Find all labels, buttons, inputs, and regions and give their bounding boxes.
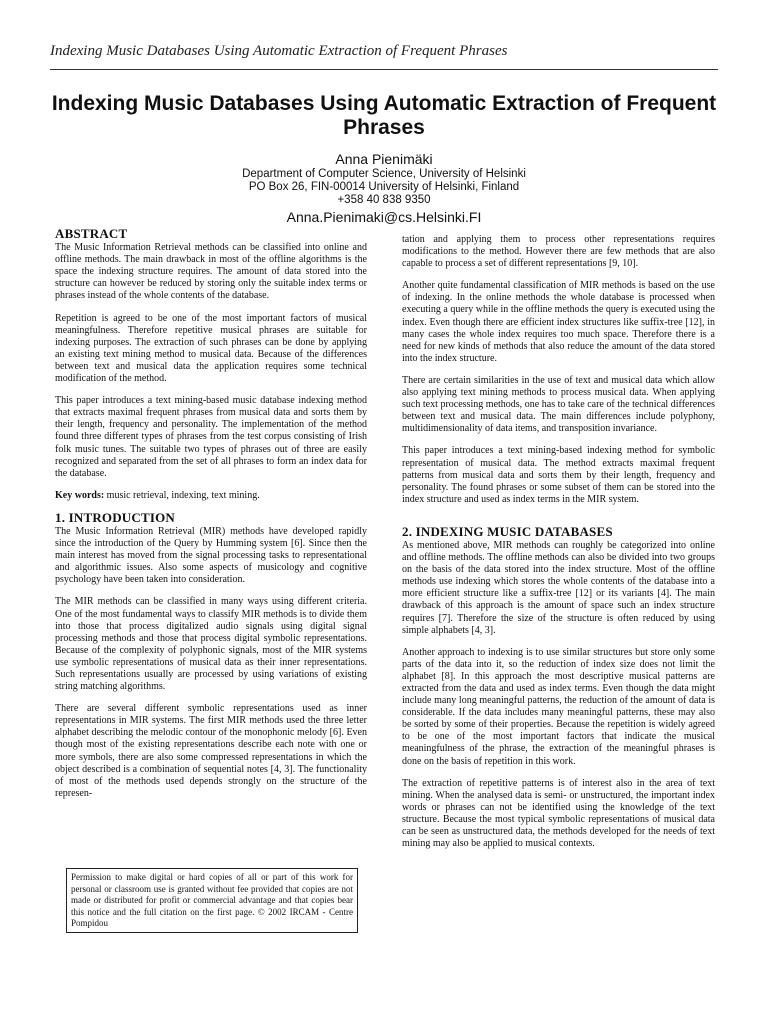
header-rule — [50, 69, 718, 70]
body-paragraph: Another quite fundamental classification of MIR methods is based on the use of indexing. In the online methods the whole database is processed when executing a query while in the offline methods the query is executed using the index. Even though there are efficient index structures like suffix-tree [12], in many cases the whole index requires too much space. Therefore there is a need for new kinds of methods that also reduce the amount of the data stored into the index structure. — [402, 280, 715, 364]
left-column — [55, 228, 367, 810]
section-heading-indexing: 2. INDEXING MUSIC DATABASES — [402, 523, 613, 539]
body-paragraph: tation and applying them to process other representations requires modifications to the method. However there are few methods that are also capable to process a set of different representations [9, 10]. — [402, 234, 715, 270]
right-column — [402, 234, 715, 860]
author-phone: +358 40 838 9350 — [337, 194, 431, 206]
body-paragraph: The Music Information Retrieval (MIR) methods have developed rapidly since the introduction of the Query by Humming system [6]. Since then the main interest has moved from the signal processing tasks to representational and algorithmic issues. Also some aspects of musicology and cognitive psychology have been taken into consideration. — [55, 525, 367, 586]
body-paragraph: The extraction of repetitive patterns is of interest also in the area of text mining. When the analysed data is semi- or unstructured, the important index words or phrases can not be identified using the knowledge of the text structure. Because the most typical symbolic representations of musical data can be seen as unstructured data, the methods developed for the needs of text mining may also be applied to musical contexts. — [402, 777, 715, 850]
body-paragraph: There are certain similarities in the use of text and musical data which allow also applying text mining methods to process musical data. When applying such text processing methods, one has to take care of the technical differences between text and musical data. The main differences include polyphony, multidimensionality of data items, and transposition invariance. — [402, 374, 715, 435]
running-head: Indexing Music Databases Using Automatic Extraction of Frequent Phrases — [50, 43, 508, 59]
paper-title: Indexing Music Databases Using Automatic Extraction of Frequent Phrases — [51, 92, 717, 139]
author-email[interactable]: Anna.Pienimaki@cs.Helsinki.FI — [286, 209, 482, 225]
permission-notice: Permission to make digital or hard copies of all or part of this work for personal or classroom use is granted without fee provided that copies are not made or distributed for profit or commercial advantage and that copies bear this notice and the full citation on the first page. © 2002 IRCAM - Centre Pompidou — [66, 868, 358, 933]
abstract-paragraph: Repetition is agreed to be one of the most important factors of musical meaningfulness. Therefore repetitive musical phrases are suitable for indexing purposes. The extraction of such phrases can be done by applying an existing text mining method to musical data. Because of the differences between text and musical data the application requires some technical modification of the method. — [55, 312, 367, 385]
body-paragraph: There are several different symbolic representations used as inner representations in MIR systems. The first MIR methods used the three letter alphabet describing the melodic contour of the monophonic melody [6]. Even though most of the existing representations describe each note with one or more symbols, there are also some compressed representations in which the object described is a combination of sequential notes [4, 3]. The functionality of most of the methods used depends strongly on the structure of the represen- — [55, 703, 367, 799]
abstract-paragraph: The Music Information Retrieval methods can be classified into online and offline methods. The main drawback in most of the offline algorithms is the space the indexing structure requires. The amount of data stored into the structure can however be reduced by storing only the suitable index terms or phrases instead of the whole contents of the database. — [55, 242, 367, 302]
affiliation-address: PO Box 26, FIN-00014 University of Helsinki, Finland — [248, 181, 520, 193]
author-name: Anna Pienimäki — [335, 151, 433, 167]
section-heading-introduction: 1. INTRODUCTION — [55, 509, 176, 525]
body-paragraph: The MIR methods can be classified in many ways using different criteria. One of the most fundamental ways to classify MIR methods is to divide them into those that process digitalized audio signals using digital signal processing methods and those that process digital symbolic representations. Because of the complexity of polyphonic signals, most of the MIR systems use symbolic representations of musical data as their inner representations. Such representations usually are processed by using variations of existing string matching algorithms. — [55, 596, 367, 693]
author-block — [60, 151, 708, 226]
body-paragraph: This paper introduces a text mining-based indexing method for symbolic representation of musical data. The method extracts maximal frequent patterns from musical data and sorts them by their length, frequency and personality. The found phrases or some subset of them can be stored into the index structure and used as index terms in the MIR system. — [402, 445, 715, 505]
keywords-label: Key words: — [55, 489, 105, 501]
keywords — [55, 490, 367, 502]
body-paragraph: Another approach to indexing is to use similar structures but store only some parts of the data into it, so the reduction of index size does not limit the alphabet [8]. In this approach the most descriptive musical patterns are extracted from the data and used as index terms. Even though the data might include many long meaningful patterns, the reduction of the amount of data is considerable. If the data includes many meaningful patterns, these may also be sorted by some of their properties. Because the repetition is widely agreed to be one of the most important factors that indicate the musical meaningfulness of the phrase, the extraction of the meaningful phrases is done on the basis of repetition in this work. — [402, 646, 715, 767]
abstract-paragraph: This paper introduces a text mining-based music database indexing method that extracts maximal frequent phrases from musical data and sorts them by their length, frequency and personality. The implementation of the method found three different types of phrases from the test corpus consisting of Irish folk music tunes. The suitable two types of phrases out of three are easily recognized and separated from the set of all phrases to form an index data for the database. — [55, 395, 367, 479]
abstract-heading: ABSTRACT — [55, 226, 128, 241]
affiliation-department: Department of Computer Science, University of Helsinki — [242, 168, 526, 180]
keywords-text: music retrieval, indexing, text mining. — [106, 489, 260, 501]
body-paragraph: As mentioned above, MIR methods can roughly be categorized into online and offline methods. The offline methods can also be divided into two groups on the basis of the data stored into the index structure. Most of the offline methods use indexing which stores the whole contents of the database into a more efficient structure like a suffix-tree [12] or its variants [4]. The main drawback of this approach is the amount of space such an index structure requires [7]. Therefore the size of the structure is often reduced by using simple alphabets [4, 3]. — [402, 539, 715, 636]
